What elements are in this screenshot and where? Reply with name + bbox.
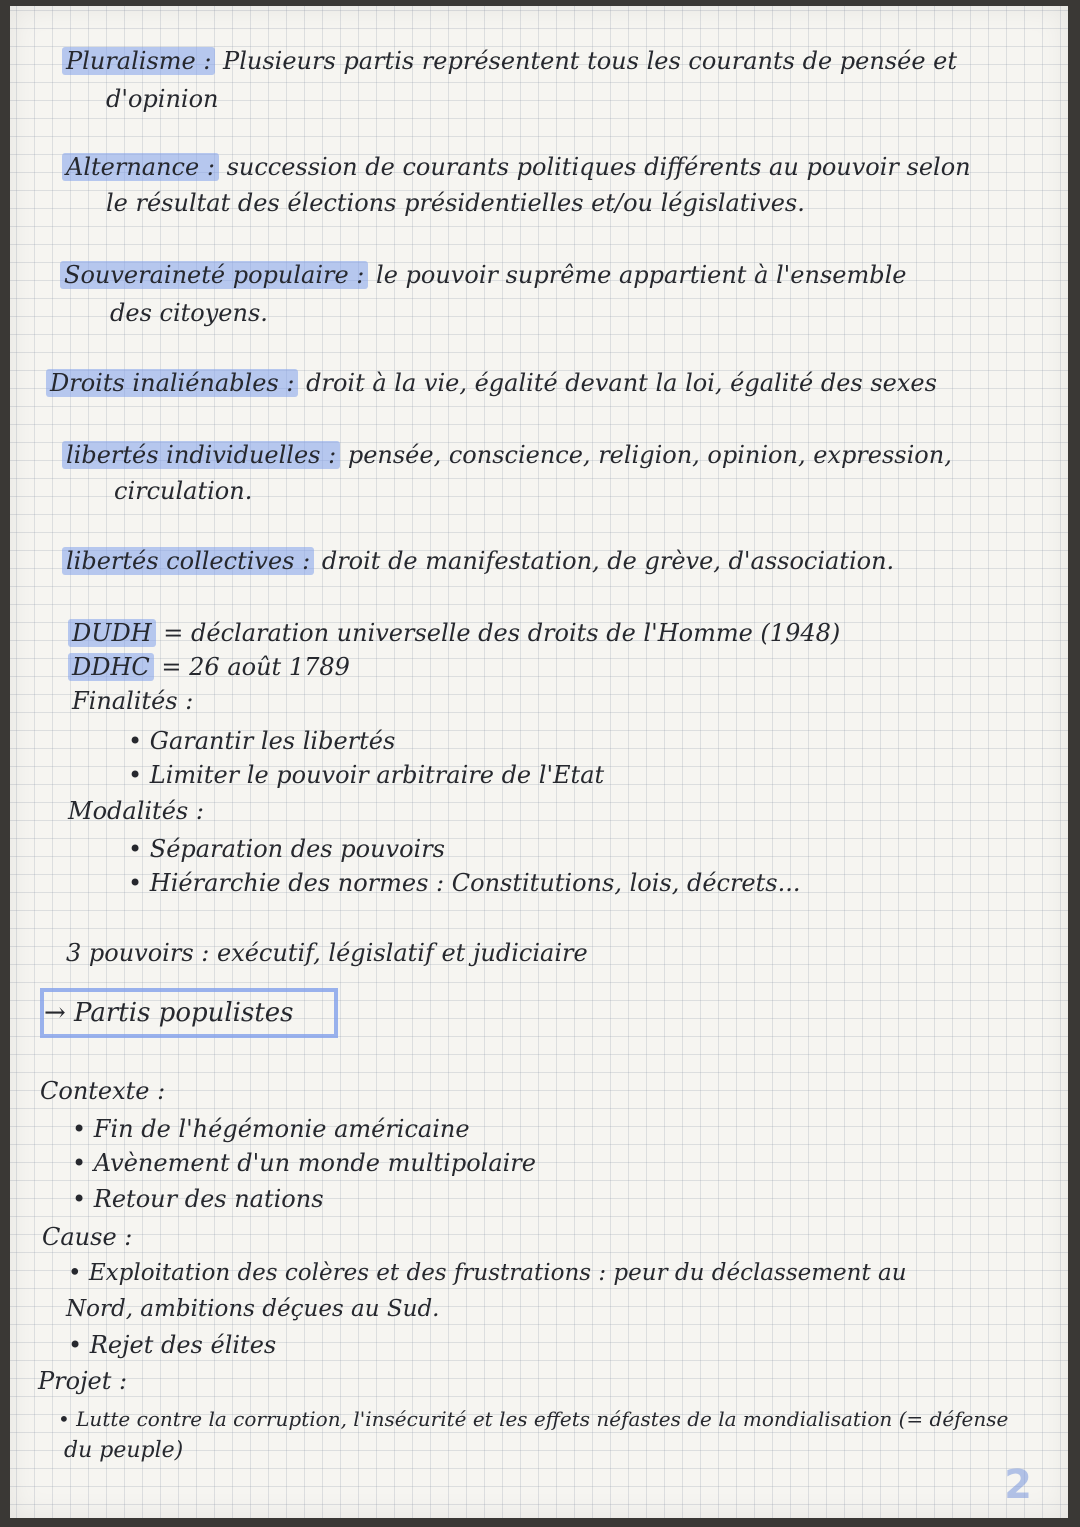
notebook-page <box>10 6 1068 1518</box>
finalites-title: Finalités : <box>72 687 194 715</box>
page-number: 2 <box>1004 1462 1032 1508</box>
term-highlight: Droits inaliénables : <box>46 369 298 397</box>
definition-pluralisme <box>62 44 957 78</box>
term-highlight: libertés collectives : <box>62 547 314 575</box>
list-item: • Fin de l'hégémonie américaine <box>72 1115 470 1143</box>
definition-continuation: le résultat des élections présidentielles et/ou législatives. <box>106 189 805 217</box>
pouvoirs-line: 3 pouvoirs : exécutif, législatif et judiciaire <box>66 939 588 967</box>
list-item: • Retour des nations <box>72 1185 324 1213</box>
section-title: → Partis populistes <box>44 998 294 1028</box>
definition-text: droit de manifestation, de grève, d'association. <box>321 547 895 575</box>
term-highlight: Souveraineté populaire : <box>60 261 368 289</box>
definition-text: pensée, conscience, religion, opinion, expression, <box>347 441 952 469</box>
ddhc-abbr: DDHC <box>68 653 154 681</box>
projet-title: Projet : <box>38 1367 128 1395</box>
modalites-title: Modalités : <box>68 797 204 825</box>
definition-libertes-individuelles <box>62 438 952 472</box>
list-item-continuation: Nord, ambitions déçues au Sud. <box>66 1296 440 1322</box>
ddhc-text: = 26 août 1789 <box>161 653 350 681</box>
dudh-abbr: DUDH <box>68 619 156 647</box>
definition-text: droit à la vie, égalité devant la loi, égalité des sexes <box>306 369 937 397</box>
list-item: • Séparation des pouvoirs <box>128 835 445 863</box>
definition-continuation: d'opinion <box>106 85 219 113</box>
list-item: • Limiter le pouvoir arbitraire de l'Etat <box>128 761 605 789</box>
definition-continuation: des citoyens. <box>110 299 268 327</box>
list-item: • Avènement d'un monde multipolaire <box>72 1149 536 1177</box>
dudh-line <box>68 616 840 650</box>
definition-libertes-collectives <box>62 544 894 578</box>
contexte-title: Contexte : <box>40 1077 166 1105</box>
term-highlight: libertés individuelles : <box>62 441 340 469</box>
definition-text: Plusieurs partis représentent tous les courants de pensée et <box>223 47 957 75</box>
cause-title: Cause : <box>42 1223 133 1251</box>
list-item-continuation: du peuple) <box>64 1438 184 1463</box>
term-highlight: Alternance : <box>62 153 219 181</box>
list-item: • Exploitation des colères et des frustrations : peur du déclassement au <box>68 1260 907 1286</box>
definition-droits <box>46 366 937 400</box>
list-item: • Rejet des élites <box>68 1331 277 1359</box>
definition-souverainete <box>60 258 906 292</box>
list-item: • Hiérarchie des normes : Constitutions, lois, décrets... <box>128 869 801 897</box>
definition-text: le pouvoir suprême appartient à l'ensemble <box>376 261 907 289</box>
definition-text: succession de courants politiques différents au pouvoir selon <box>226 153 971 181</box>
list-item: • Lutte contre la corruption, l'insécurité et les effets néfastes de la mondialisation (= défense <box>58 1407 1009 1431</box>
definition-continuation: circulation. <box>114 477 253 505</box>
list-item: • Garantir les libertés <box>128 727 396 755</box>
ddhc-line <box>68 650 350 684</box>
term-highlight: Pluralisme : <box>62 47 215 75</box>
dudh-text: = déclaration universelle des droits de l'Homme (1948) <box>163 619 841 647</box>
definition-alternance <box>62 150 971 184</box>
